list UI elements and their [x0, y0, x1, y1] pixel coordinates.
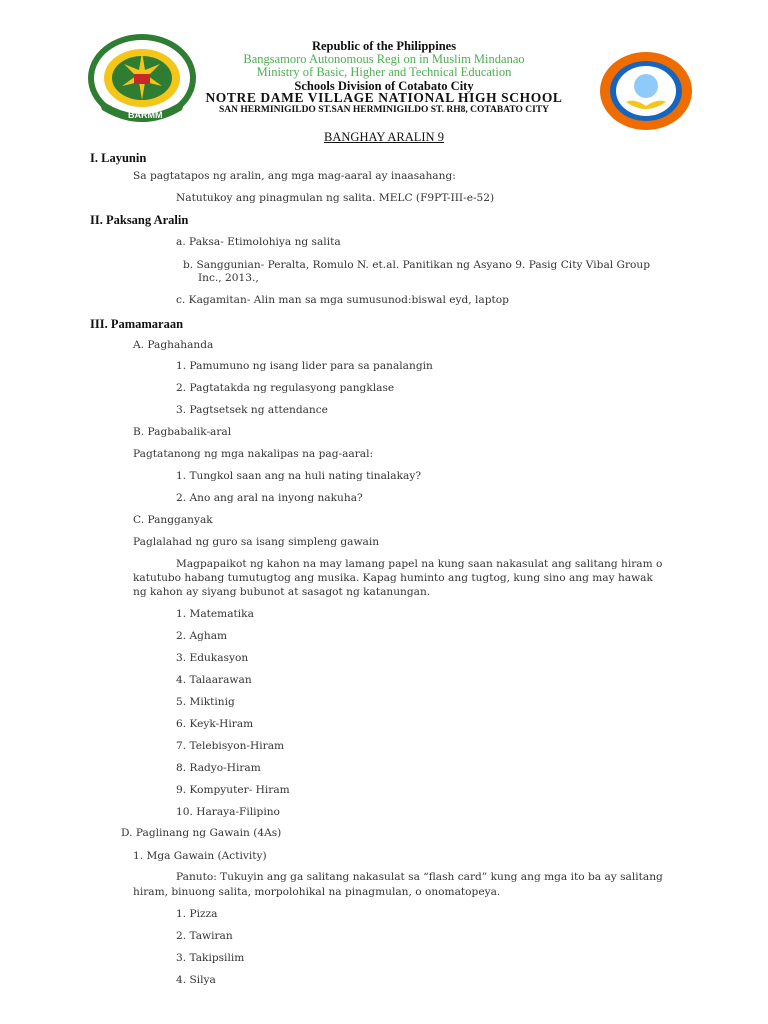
section-layunin: I. Layunin: [90, 151, 147, 165]
panuto-line: Panuto: Tukuyin ang ga salitang nakasulat sa “flash card” kung ang mga ito ba ay salitang: [176, 871, 663, 883]
pangganyak-paragraph-line: ng kahon ay siyang bubunot at sasagot ng katanungan.: [133, 586, 431, 598]
list-item: 7. Telebisyon-Hiram: [176, 740, 285, 752]
list-item: 2. Ano ang aral na inyong nakuha?: [176, 492, 363, 504]
layunin-objective: Natutukoy ang pinagmulan ng salita. MELC (F9PT-III-e-52): [176, 192, 495, 204]
section-pamamaraan: III. Pamamaraan: [90, 317, 184, 331]
section-paksang-aralin: II. Paksang Aralin: [90, 213, 189, 227]
list-item: 3. Pagtsetsek ng attendance: [176, 404, 328, 416]
pangganyak-paragraph-line: katutubo habang tumutugtog ang musika. Kapag huminto ang tugtog, kung sino ang may hawak: [133, 572, 653, 584]
header-division: Schools Division of Cotabato City: [294, 79, 474, 93]
list-item: 8. Radyo-Hiram: [176, 762, 261, 774]
header-ministry: Ministry of Basic, Higher and Technical Education: [256, 65, 512, 79]
subsection-paghahanda: A. Paghahanda: [133, 339, 214, 351]
list-item: 5. Miktinig: [176, 696, 235, 708]
layunin-intro: Sa pagtatapos ng aralin, ang mga mag-aaral ay inaasahang:: [133, 170, 456, 182]
sanggunian-item: b. Sanggunian- Peralta, Romulo N. et.al. Panitikan ng Asyano 9. Pasig City Vibal Group: [183, 259, 651, 271]
kagamitan-item: c. Kagamitan- Alin man sa mga sumusunod:biswal eyd, laptop: [176, 294, 509, 306]
header-region: Bangsamoro Autonomous Regi on in Muslim Mindanao: [243, 52, 525, 66]
list-item: 1. Tungkol saan ang na huli nating tinalakay?: [176, 470, 422, 482]
list-item: 1. Pizza: [176, 908, 218, 920]
mbhte-banner: BARMM: [128, 110, 163, 120]
panuto-line: hiram, binuong salita, morpolohikal na pinagmulan, o onomatopeya.: [133, 886, 501, 898]
list-item: 3. Takipsilim: [176, 952, 245, 964]
list-item: 1. Pamumuno ng isang lider para sa panalangin: [176, 360, 433, 372]
paksa-item: a. Paksa- Etimolohiya ng salita: [176, 236, 341, 248]
header-republic: Republic of the Philippines: [311, 39, 457, 53]
list-item: 2. Agham: [176, 630, 228, 642]
list-item: 4. Talaarawan: [176, 674, 252, 686]
subsection-pangganyak: C. Pangganyak: [133, 514, 213, 526]
list-item: 10. Haraya-Filipino: [176, 806, 280, 818]
list-item: 9. Kompyuter- Hiram: [176, 784, 290, 796]
paglinang-activity: 1. Mga Gawain (Activity): [133, 850, 267, 862]
pangganyak-intro: Paglalahad ng guro sa isang simpleng gawain: [133, 536, 380, 548]
list-item: 6. Keyk-Hiram: [176, 718, 254, 730]
list-item: 2. Tawiran: [176, 930, 233, 942]
list-item: 2. Pagtatakda ng regulasyong pangklase: [176, 382, 395, 394]
subsection-paglinang: D. Paglinang ng Gawain (4As): [121, 827, 282, 839]
school-address: SAN HERMINIGILDO ST.SAN HERMINIGILDO ST. RH8, COTABATO CITY: [218, 105, 550, 115]
list-item: 4. Silya: [176, 974, 216, 986]
list-item: 1. Matematika: [176, 608, 254, 620]
page-title: BANGHAY ARALIN 9: [324, 130, 444, 144]
pangganyak-paragraph-line: Magpapaikot ng kahon na may lamang papel na kung saan nakasulat ang salitang hiram o: [176, 558, 663, 570]
subsection-pagbabalik-aral: B. Pagbabalik-aral: [133, 426, 232, 438]
sanggunian-item-cont: Inc., 2013.,: [198, 272, 259, 284]
list-item: 3. Edukasyon: [176, 652, 249, 664]
pagbabalik-intro: Pagtatanong ng mga nakalipas na pag-aaral:: [133, 448, 374, 460]
school-name: NOTRE DAME VILLAGE NATIONAL HIGH SCHOOL: [205, 90, 563, 105]
